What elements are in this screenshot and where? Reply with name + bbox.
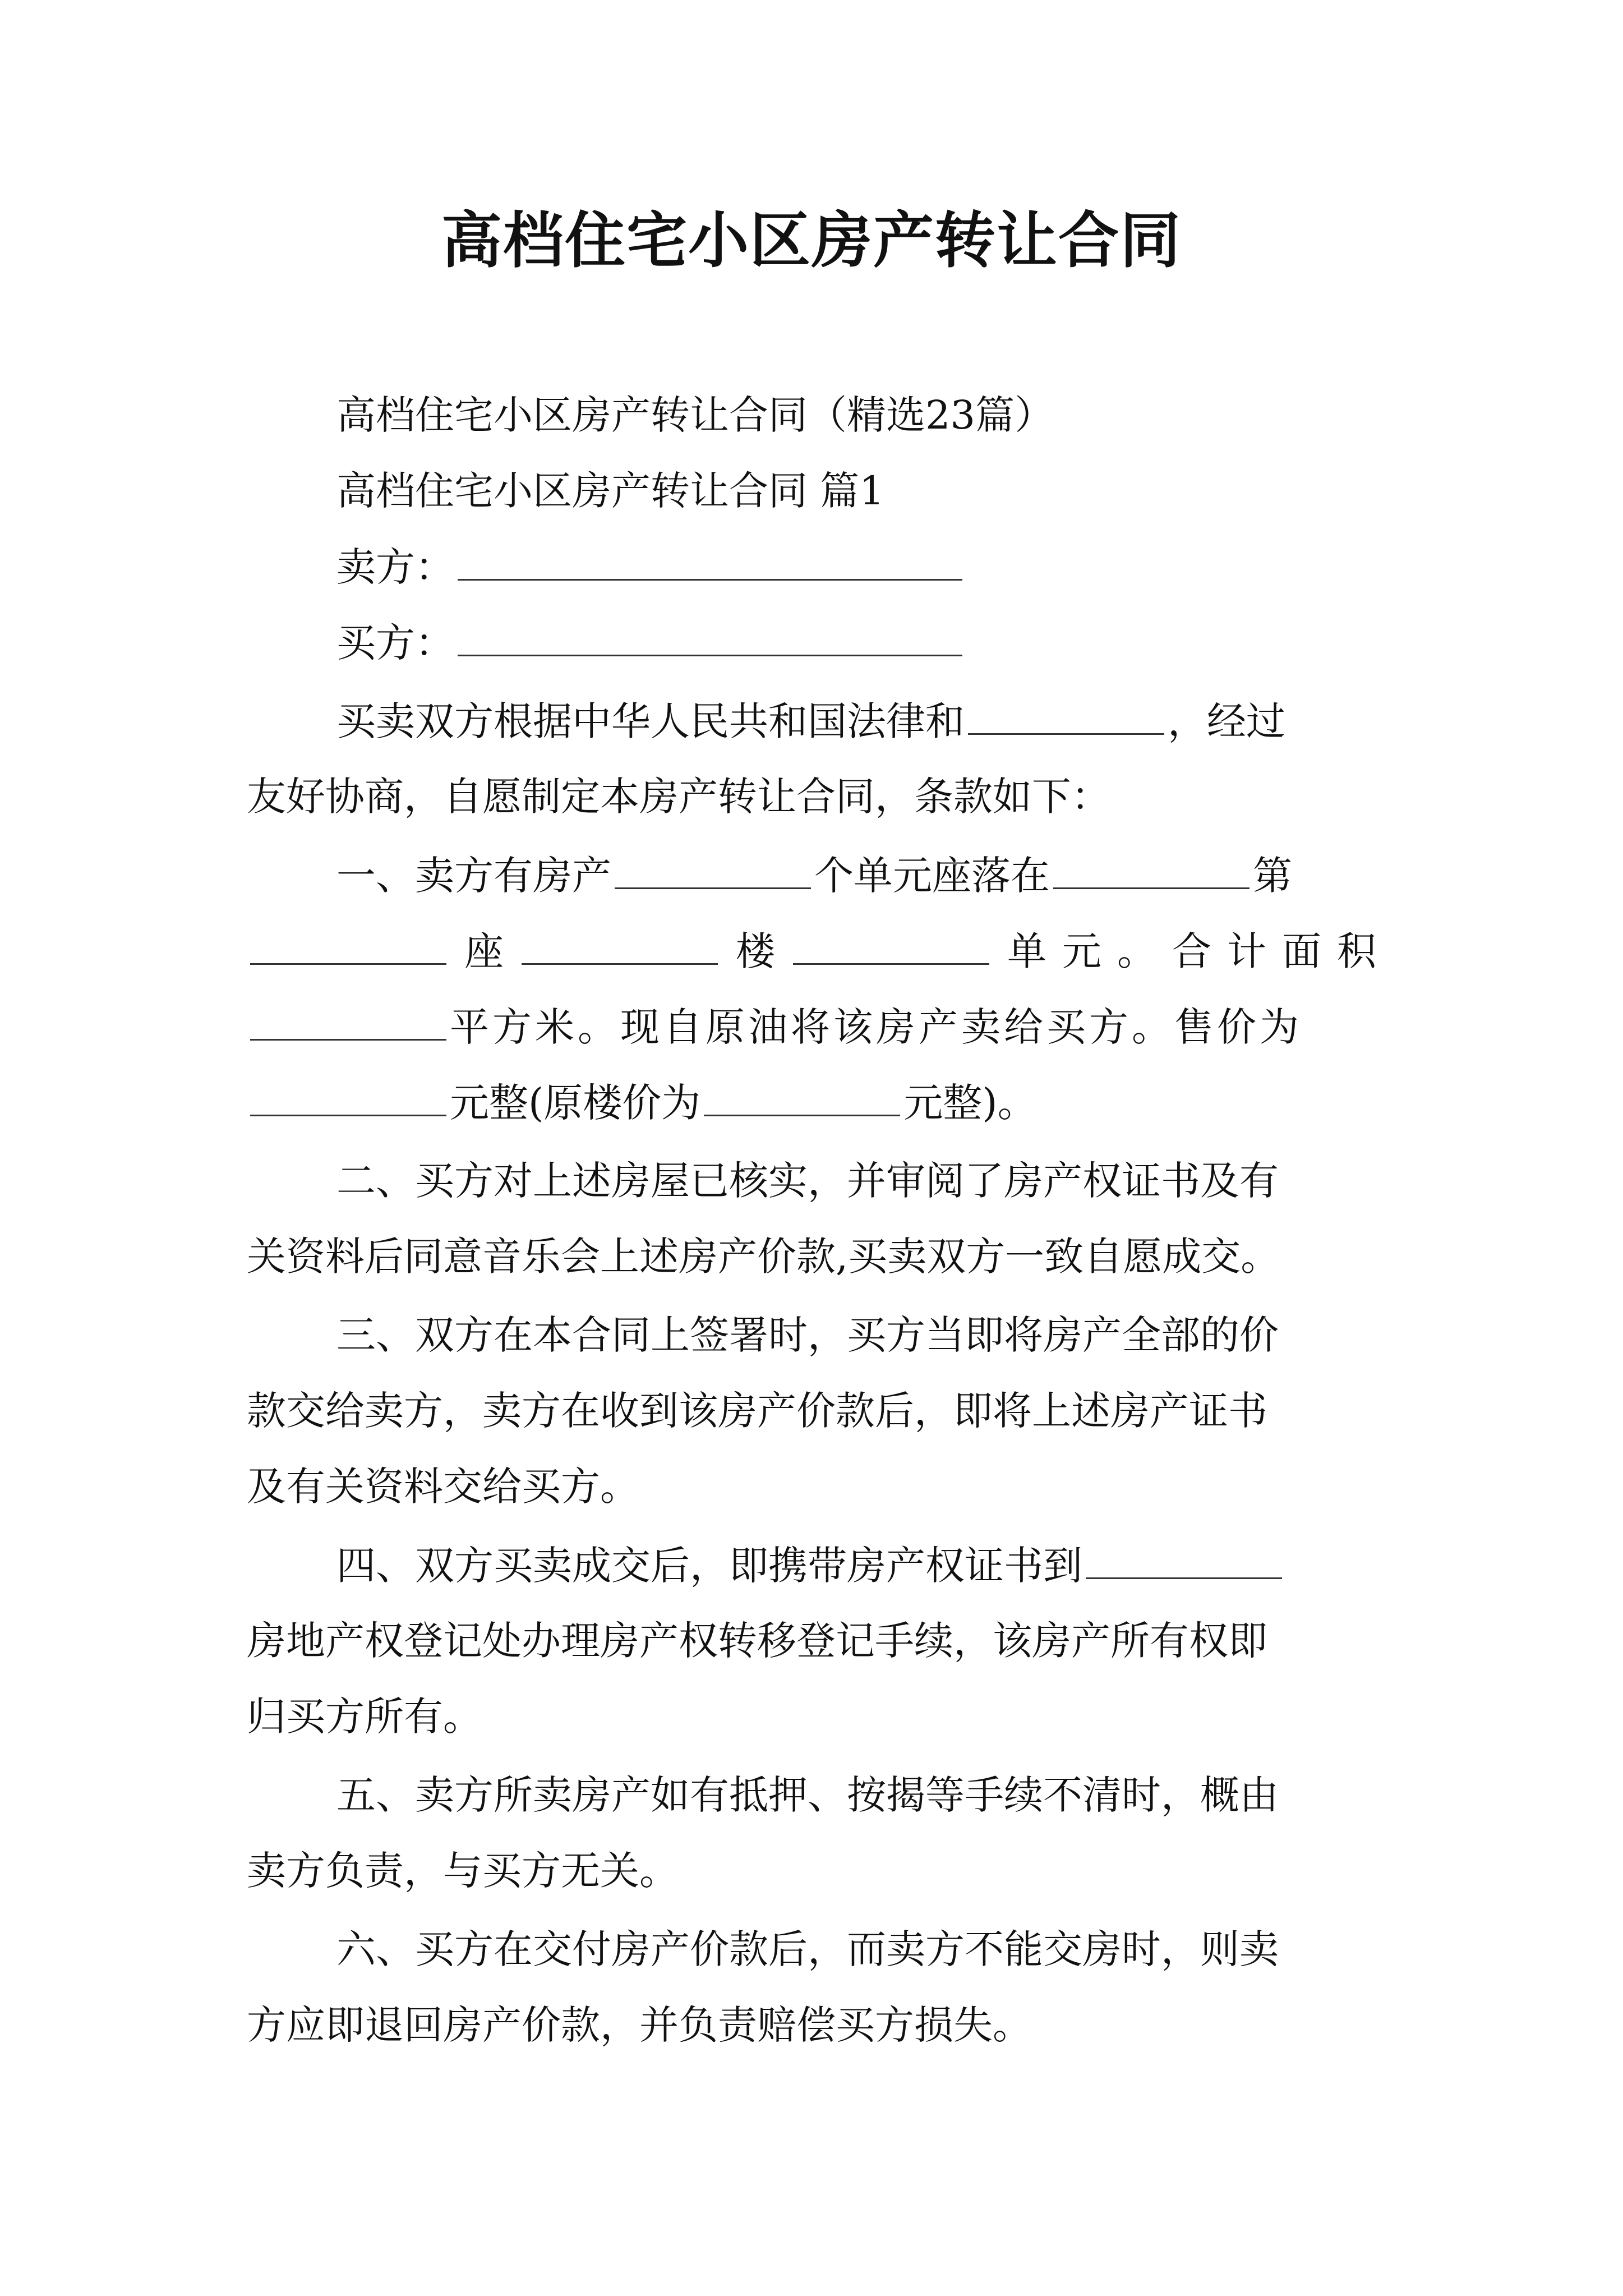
location-blank <box>1053 847 1249 889</box>
seller-label: 卖方： <box>336 544 454 590</box>
clause4-line-2: 房地产权登记处办理房产权转移登记手续，该房产所有权即 <box>247 1618 1267 1664</box>
clause1-text-a: 一、卖方有房产 <box>336 853 611 899</box>
building-blank <box>522 923 718 965</box>
clause5-line-1: 五、卖方所卖房产如有抵押、按揭等手续不清时，概由 <box>336 1772 1279 1818</box>
area-blank <box>250 999 446 1041</box>
clause1-line-3 <box>247 999 1302 1055</box>
clause1-text-d: 座 <box>464 928 504 974</box>
clause5-line-2: 卖方负责，与买方无关。 <box>247 1848 679 1894</box>
law-blank <box>968 693 1164 735</box>
clause1-line-2 <box>247 923 1392 979</box>
block-blank <box>250 923 446 965</box>
original-price-blank <box>704 1074 900 1116</box>
buyer-blank <box>458 614 962 656</box>
document-subtitle: 高档住宅小区房产转让合同（精选23篇） <box>336 392 1054 438</box>
clause6-line-1: 六、买方在交付房产价款后，而卖方不能交房时，则卖 <box>336 1926 1279 1972</box>
clause3-line-2: 款交给卖方，卖方在收到该房产价款后，即将上述房产证书 <box>247 1388 1267 1434</box>
intro-text-a: 买卖双方根据中华人民共和国法律和 <box>336 698 965 744</box>
clause3-line-1: 三、双方在本合同上签署时，买方当即将房产全部的价 <box>336 1312 1279 1358</box>
section-heading: 高档住宅小区房产转让合同 篇1 <box>336 468 884 514</box>
clause1-text-c: 第 <box>1253 853 1292 899</box>
seller-line <box>336 539 966 595</box>
document-title: 高档住宅小区房产转让合同 <box>441 206 1182 276</box>
intro-text-b: ，经过 <box>1168 698 1285 744</box>
clause1-text-e: 楼 <box>736 928 775 974</box>
clause1-line-4 <box>247 1074 1037 1131</box>
intro-line-2: 友好协商，自愿制定本房产转让合同，条款如下： <box>247 774 1110 820</box>
clause4-line-1 <box>336 1537 1285 1594</box>
buyer-label: 买方： <box>336 620 454 666</box>
clause4-line-3: 归买方所有。 <box>247 1694 482 1740</box>
registry-blank <box>1086 1537 1282 1579</box>
buyer-line <box>336 614 966 671</box>
clause1-text-h: 元整(原楼价为 <box>450 1080 701 1126</box>
clause4-text-a: 四、双方买卖成交后，即携带房产权证书到 <box>336 1543 1082 1589</box>
clause2-line-1: 二、买方对上述房屋已核实，并审阅了房产权证书及有 <box>336 1158 1279 1204</box>
clause1-text-i: 元整)。 <box>903 1080 1037 1126</box>
clause3-line-3: 及有关资料交给买方。 <box>247 1464 639 1510</box>
intro-line-1 <box>336 693 1285 749</box>
clause1-line-1 <box>336 847 1292 904</box>
clause1-text-g: 平方米。现自原油将该房产卖给买方。售价为 <box>450 1004 1302 1050</box>
unit-count-blank <box>615 847 811 889</box>
clause1-text-f: 单元。合计面积 <box>1007 928 1392 974</box>
clause6-line-2: 方应即退回房产价款，并负责赔偿买方损失。 <box>247 2002 1032 2048</box>
unit-blank <box>793 923 989 965</box>
clause2-line-2: 关资料后同意音乐会上述房产价款,买卖双方一致自愿成交。 <box>247 1234 1280 1280</box>
clause1-text-b: 个单元座落在 <box>814 853 1050 899</box>
seller-blank <box>458 539 962 581</box>
price-blank <box>250 1074 446 1116</box>
